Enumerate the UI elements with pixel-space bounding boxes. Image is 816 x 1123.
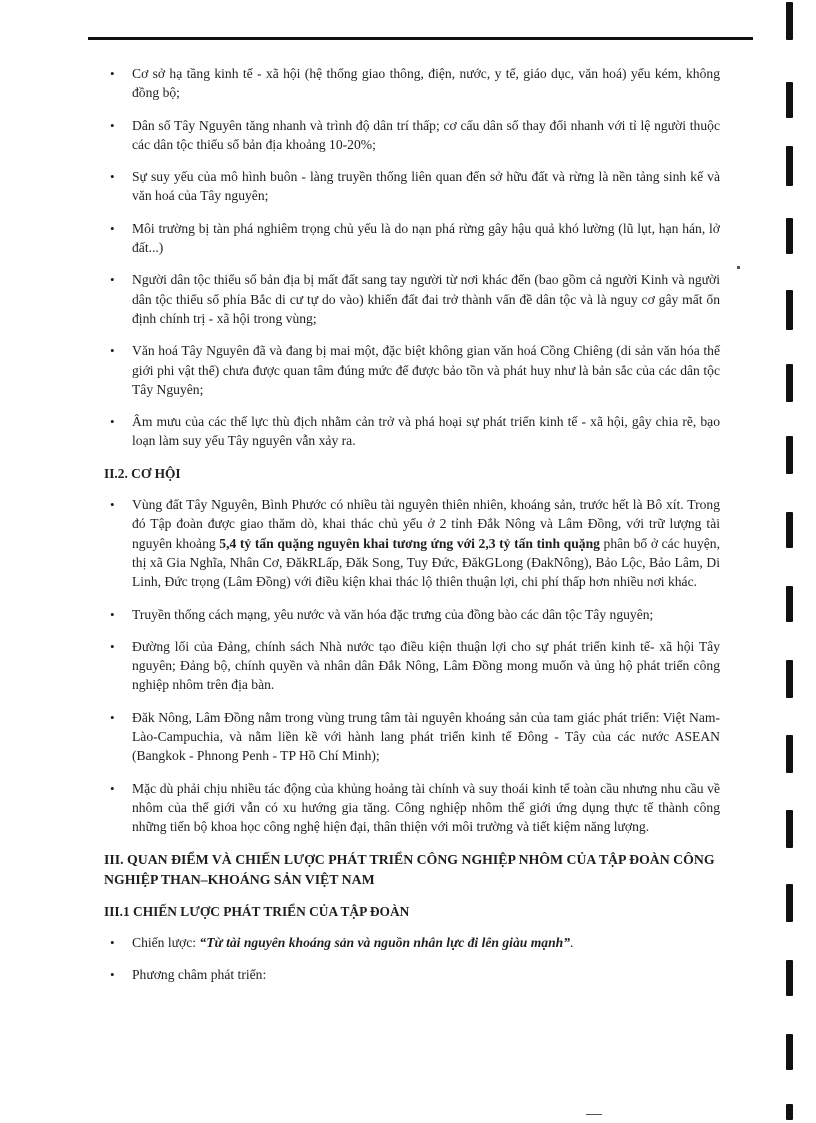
list-item: • Cơ sở hạ tầng kinh tế - xã hội (hệ thống giao thông, điện, nước, y tế, giáo dục, văn hoá) yếu kém, không đồng bộ; [108,64,720,103]
edge-mark [786,960,793,996]
list-item: • Sự suy yếu của mô hình buôn - làng truyền thống liên quan đến sở hữu đất và rừng là nền tảng sinh kế và văn hoá của Tây nguyên; [108,167,720,206]
edge-mark [786,436,793,474]
text-run: Vùng đất Tây Nguyên, Bình Phước có nhiều tài nguyên thiên nhiên, khoáng sản, trước hết là Bô xít. Trong đó Tập đoàn được giao thăm dò, khai thác chủ yếu ở 2 tỉnh Đắk Nông và Lâm Đồng, với trữ lượng tài nguyên khoảng [132,497,720,551]
threats-list [108,64,720,451]
bold-reserve-text: 5,4 tỷ tấn quặng nguyên khai tương ứng với 2,3 tỷ tấn tinh quặng [219,535,600,551]
edge-mark [786,586,793,622]
list-item: • Dân số Tây Nguyên tăng nhanh và trình độ dân trí thấp; cơ cấu dân số thay đổi nhanh với tỉ lệ người thuộc các dân tộc thiểu số bản địa khoảng 10-20%; [108,116,720,155]
list-item: • Đường lối của Đảng, chính sách Nhà nước tạo điều kiện thuận lợi cho sự phát triển kinh tế- xã hội Tây nguyên; Đảng bộ, chính quyền và nhân dân Đắk Nông, Lâm Đồng mong muốn và ủng hộ phát triển công nghiệp nhôm trên địa bàn. [108,637,720,695]
strategy-end: . [570,934,574,950]
edge-mark [786,735,793,773]
list-item [108,495,720,591]
edge-mark [786,364,793,402]
edge-mark [786,146,793,186]
edge-mark [786,218,793,254]
list-item: • Môi trường bị tàn phá nghiêm trọng chủ yếu là do nạn phá rừng gây hậu quả khó lường (lũ lụt, hạn hán, lở đất...) [108,219,720,258]
section-heading-group-strategy: III.1 CHIẾN LƯỢC PHÁT TRIỂN CỦA TẬP ĐOÀN [104,903,410,919]
scan-edge-marks [786,0,802,1123]
scan-speck [737,266,740,269]
section-heading-opportunities: II.2. CƠ HỘI [104,465,181,481]
strategy-label: Chiến lược: [132,934,200,950]
list-item: • Âm mưu của các thế lực thù địch nhằm cản trở và phá hoại sự phát triển kinh tế - xã hội, gây chia rẽ, bạo loạn làm suy yếu Tây nguyên vẫn xảy ra. [108,412,720,451]
text-run: phân bố ở các huyện, thị xã Gia Nghĩa, Nhân Cơ, ĐăkRLấp, Đăk Song, Tuy Đức, ĐăkGLong (ĐakNông), Bảo Lộc, Bảo Lâm, Di Linh, Đức trọng (Lâm Đồng) với điều kiện khai thác lộ thiên thuận lợi, chi phí thấp hơn nhiều nơi khác. [132,535,720,590]
edge-mark [786,660,793,698]
list-item: • Người dân tộc thiểu số bản địa bị mất đất sang tay người từ nơi khác đến (bao gồm cả người Kinh và người dân tộc thiểu số phía Bắc di cư tự do vào) khiến đất đai trở thành vấn đề dân tộc và là nguy cơ gây mất ổn định chính trị - xã hội trong vùng; [108,270,720,328]
opportunities-list [108,495,720,836]
section-heading-strategy-viewpoint: III. QUAN ĐIỂM VÀ CHIẾN LƯỢC PHÁT TRIỂN CÔNG NGHIỆP NHÔM CỦA TẬP ĐOÀN CÔNG NGHIỆP THAN–KHOÁNG SẢN VIỆT NAM [104,851,715,887]
list-item: • Mặc dù phải chịu nhiều tác động của khủng hoảng tài chính và suy thoái kinh tế toàn cầu nhưng nhu cầu về nhôm của thế giới vẫn có xu hướng gia tăng. Công nghiệp nhôm thế giới ứng dụng thực tế thành công những tiến bộ khoa học công nghệ hiện đại, thân thiện với môi trường và tiết kiệm năng lượng. [108,779,720,837]
list-item: • Văn hoá Tây Nguyên đã và đang bị mai một, đặc biệt không gian văn hoá Cồng Chiêng (di sản văn hóa thế giới phi vật thể) chưa được quan tâm đúng mức để được bảo tồn và phát huy như là bản sắc của các dân tộc Tây Nguyên; [108,341,720,399]
strategy-list [108,933,720,985]
list-item: • Đăk Nông, Lâm Đồng nằm trong vùng trung tâm tài nguyên khoáng sản của tam giác phát triển: Việt Nam-Lào-Campuchia, và nằm liền kề với hành lang phát triển kinh tế Đông - Tây của các nước ASEAN (Bangkok - Phnong Penh - TP Hồ Chí Minh); [108,708,720,766]
edge-mark [786,1034,793,1070]
edge-mark [786,884,793,922]
edge-mark [786,290,793,330]
edge-mark [786,810,793,848]
list-item: • Truyền thống cách mạng, yêu nước và văn hóa đặc trưng của đồng bào các dân tộc Tây nguyên; [108,605,720,624]
strategy-quote: “Từ tài nguyên khoáng sản và nguồn nhân lực đi lên giàu mạnh” [199,934,570,950]
list-item [108,933,720,952]
document-body [104,64,720,997]
edge-mark [786,82,793,118]
header-rule [88,37,753,40]
edge-mark [786,512,793,548]
scan-speck [586,1114,602,1115]
list-item: • Phương châm phát triển: [108,965,720,984]
edge-mark [786,1104,793,1120]
edge-mark [786,2,793,40]
